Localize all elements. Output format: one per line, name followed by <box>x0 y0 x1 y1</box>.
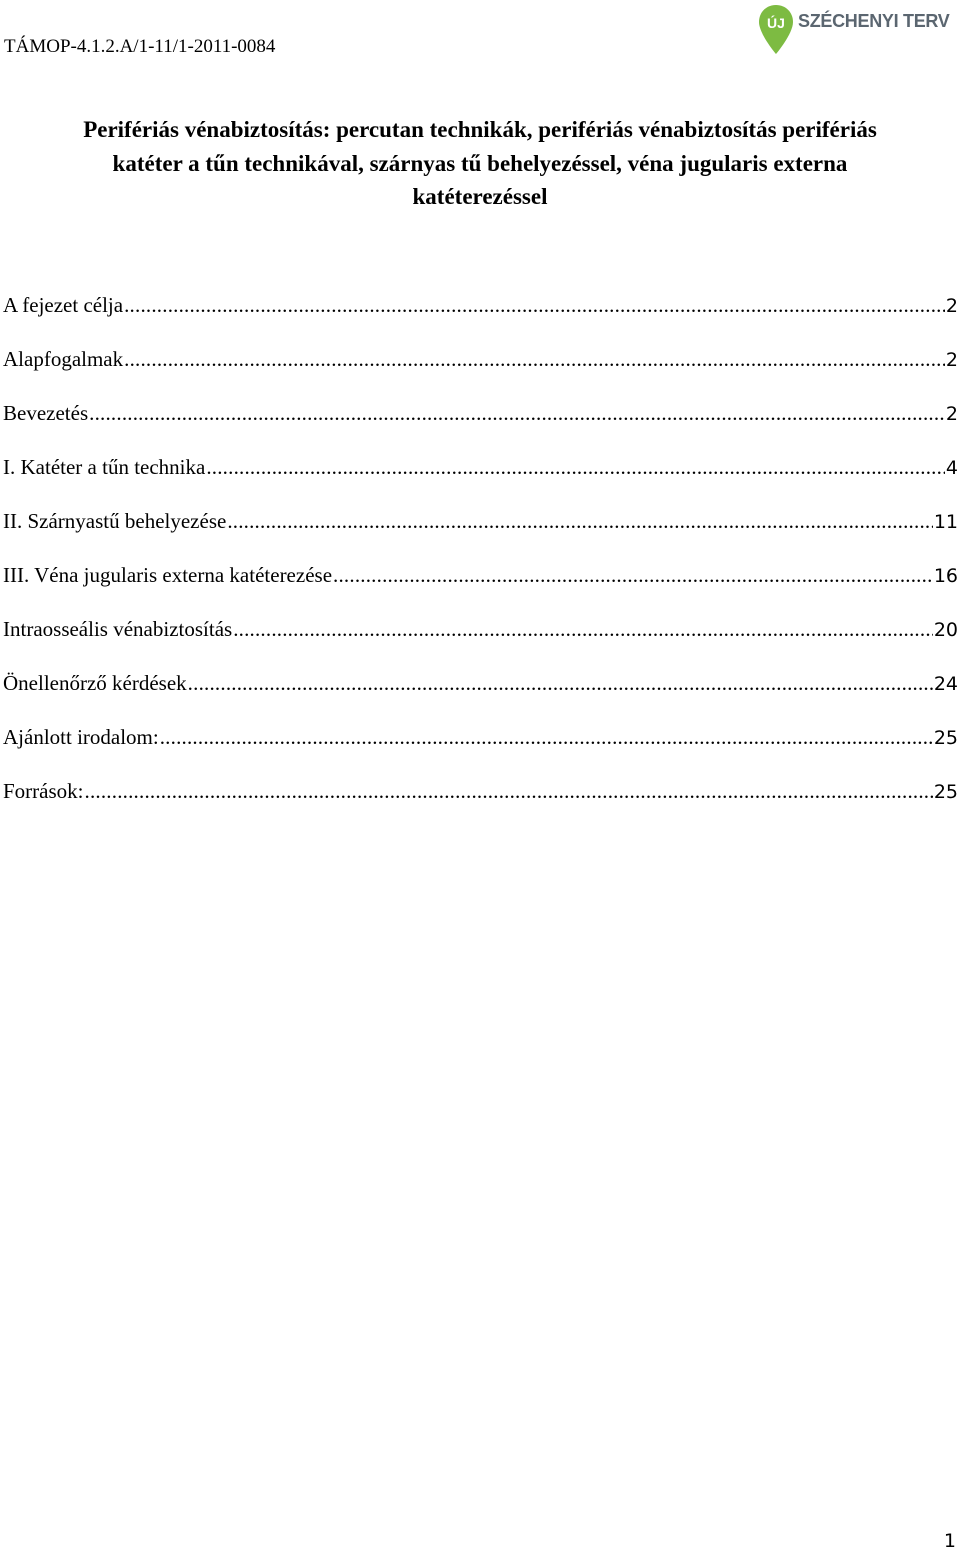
toc-entry-label: Források: <box>3 779 84 803</box>
location-pin-icon <box>757 4 795 56</box>
toc-entry[interactable] <box>3 558 958 612</box>
toc-entry-page: 2 <box>945 295 958 317</box>
toc-entry-page: 2 <box>945 403 958 425</box>
toc-dot-leader <box>124 342 945 376</box>
toc-entry[interactable] <box>3 342 958 396</box>
toc-entry[interactable] <box>3 720 958 774</box>
toc-entry-page: 24 <box>933 673 958 695</box>
toc-dot-leader <box>233 612 933 646</box>
toc-entry-page: 25 <box>933 781 958 803</box>
toc-dot-leader <box>333 558 933 592</box>
toc-dot-leader <box>160 720 933 754</box>
toc-entry[interactable] <box>3 774 958 828</box>
toc-entry-label: I. Katéter a tűn technika <box>3 455 206 479</box>
toc-entry-page: 4 <box>945 457 958 479</box>
toc-entry-page: 2 <box>945 349 958 371</box>
toc-entry-label: Ajánlott irodalom: <box>3 725 159 749</box>
project-code: TÁMOP-4.1.2.A/1-11/1-2011-0084 <box>4 36 276 57</box>
toc-dot-leader <box>188 666 933 700</box>
toc-entry-page: 20 <box>933 619 958 641</box>
toc-entry[interactable] <box>3 450 958 504</box>
szechenyi-terv-logo <box>754 2 954 58</box>
toc-entry-label: A fejezet célja <box>3 293 124 317</box>
toc-entry[interactable] <box>3 288 958 342</box>
toc-entry-label: Önellenőrző kérdések <box>3 671 187 695</box>
toc-dot-leader <box>85 774 933 808</box>
toc-entry-label: II. Szárnyastű behelyezése <box>3 509 227 533</box>
toc-entry-page: 25 <box>933 727 958 749</box>
toc-entry-page: 11 <box>933 511 958 533</box>
toc-dot-leader <box>227 504 933 538</box>
toc-entry-page: 16 <box>933 565 958 587</box>
toc-entry-label: Alapfogalmak <box>3 347 124 371</box>
document-title <box>20 113 940 214</box>
toc-entry[interactable] <box>3 396 958 450</box>
title-line: Perifériás vénabiztosítás: percutan technikák, perifériás vénabiztosítás perifériás <box>83 117 877 142</box>
title-line: katéterezéssel <box>412 184 548 209</box>
toc-dot-leader <box>89 396 945 430</box>
title-line: katéter a tűn technikával, szárnyas tű behelyezéssel, véna jugularis externa <box>112 150 848 176</box>
toc-dot-leader <box>124 288 945 322</box>
toc-entry[interactable] <box>3 612 958 666</box>
table-of-contents <box>3 288 958 828</box>
toc-entry-label: Bevezetés <box>3 401 89 425</box>
toc-entry[interactable] <box>3 504 958 558</box>
toc-entry[interactable] <box>3 666 958 720</box>
toc-entry-label: Intraosseális vénabiztosítás <box>3 617 233 641</box>
logo-pin-text: ÚJ <box>767 15 785 31</box>
page-number: 1 <box>943 1530 956 1552</box>
toc-entry-label: III. Véna jugularis externa katéterezése <box>3 563 333 587</box>
logo-wordmark: SZÉCHENYI TERV <box>798 11 950 31</box>
toc-dot-leader <box>206 450 945 484</box>
